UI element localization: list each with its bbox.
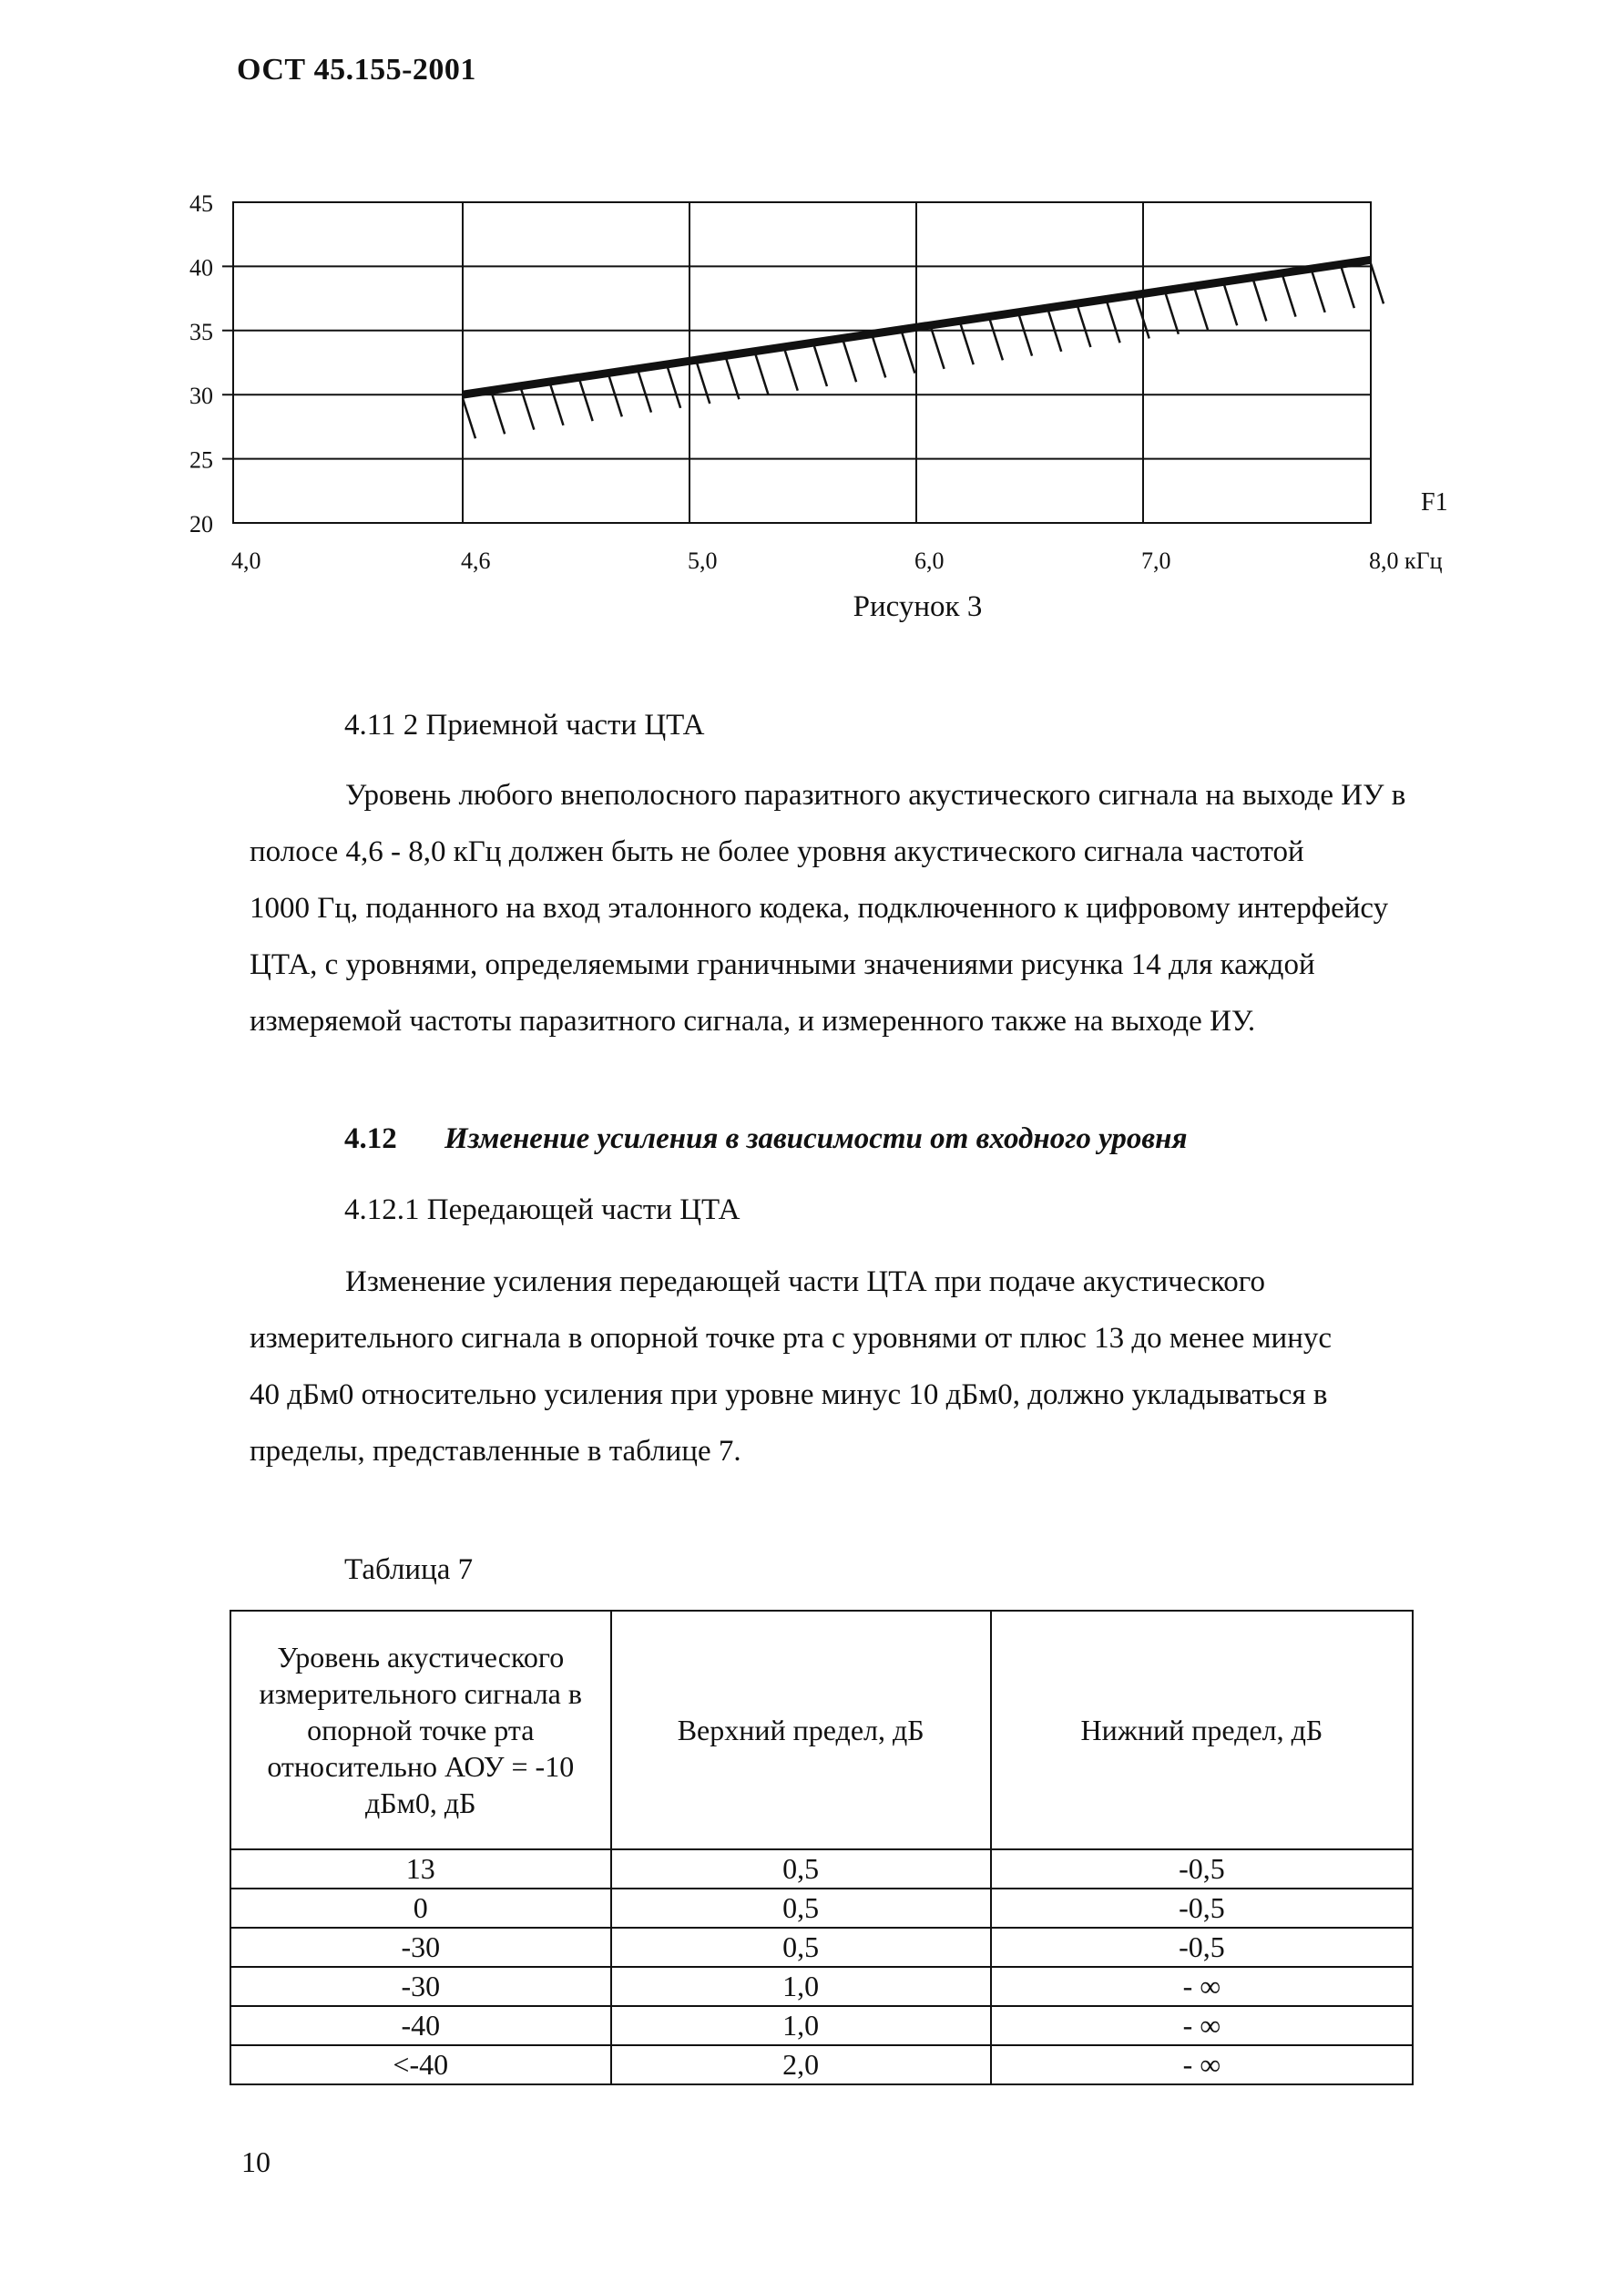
x-tick-label: 4,0 <box>231 548 261 574</box>
table-cell: -30 <box>230 1928 611 1967</box>
table-cell: <-40 <box>230 2045 611 2084</box>
table-cell: -0,5 <box>991 1928 1413 1967</box>
hatch-mark <box>932 329 945 369</box>
hatch-mark <box>843 342 856 382</box>
hatch-mark <box>580 381 593 421</box>
hatch-mark <box>726 359 739 399</box>
hatch-mark <box>1371 263 1384 303</box>
table-cell: 2,0 <box>611 2045 991 2084</box>
hatch-mark <box>1283 277 1296 317</box>
y-tick-label: 25 <box>189 446 213 474</box>
frequency-limit-chart <box>0 0 1624 638</box>
page-number: 10 <box>241 2145 271 2178</box>
hatch-mark <box>785 351 798 391</box>
column-header-level: Уровень акустического измерительного сигнала в опорной точке рта относительно АОУ = -10 дБм0, дБ <box>230 1611 611 1849</box>
x-tick-label: 7,0 <box>1141 548 1171 574</box>
table-cell: 1,0 <box>611 2006 991 2045</box>
y-tick-label: 45 <box>189 190 213 217</box>
table-cell: 13 <box>230 1849 611 1889</box>
hatch-mark <box>550 385 563 425</box>
hatch-mark <box>1253 281 1266 321</box>
section-number: 4.12 <box>344 1122 397 1155</box>
subsection-heading-4-11-2: 4.11 2 Приемной части ЦТА <box>344 709 705 742</box>
paragraph-line: 1000 Гц, поданного на вход эталонного кодека, подключенного к цифровому интерфейсу <box>250 892 1389 925</box>
column-header-upper-limit: Верхний предел, дБ <box>611 1611 991 1849</box>
y-tick-label: 40 <box>189 254 213 282</box>
document-id: ОСТ 45.155-2001 <box>237 53 476 87</box>
hatch-mark <box>492 394 505 434</box>
table-cell: -30 <box>230 1967 611 2006</box>
x-tick-label: 5,0 <box>688 548 718 574</box>
table-cell: -0,5 <box>991 1889 1413 1928</box>
hatch-mark <box>521 390 534 430</box>
paragraph-line: измерительного сигнала в опорной точке рта с уровнями от плюс 13 до менее минус <box>250 1322 1333 1355</box>
x-tick-label: 6,0 <box>914 548 945 574</box>
hatch-mark <box>638 373 651 413</box>
x-tick-label: 8,0 кГц <box>1369 548 1443 574</box>
paragraph-line: Изменение усиления передающей части ЦТА при подаче акустического <box>345 1265 1265 1298</box>
figure-caption: Рисунок 3 <box>853 590 983 623</box>
table-cell: 0 <box>230 1889 611 1928</box>
hatch-mark <box>902 333 914 374</box>
paragraph-line: пределы, представленные в таблице 7. <box>250 1435 741 1468</box>
hatch-mark <box>814 346 827 386</box>
table-7 <box>230 1610 1414 2085</box>
paragraph-line: измеряемой частоты паразитного сигнала, и измеренного также на выходе ИУ. <box>250 1005 1256 1038</box>
hatch-mark <box>756 355 769 395</box>
table-cell: 0,5 <box>611 1928 991 1967</box>
table-cell: - ∞ <box>991 2045 1413 2084</box>
paragraph-line: Уровень любого внеполосного паразитного акустического сигнала на выходе ИУ в <box>345 779 1406 812</box>
column-header-lower-limit: Нижний предел, дБ <box>991 1611 1413 1849</box>
hatch-mark <box>697 363 710 404</box>
hatch-mark <box>1312 272 1325 312</box>
hatch-mark <box>668 368 680 408</box>
hatch-mark <box>1108 302 1120 343</box>
hatch-mark <box>609 376 622 416</box>
hatch-mark <box>463 398 475 438</box>
hatch-mark <box>1195 290 1208 330</box>
table-row <box>230 1967 1413 2006</box>
table-cell: - ∞ <box>991 2006 1413 2045</box>
subsection-heading-4-12-1: 4.12.1 Передающей части ЦТА <box>344 1193 741 1226</box>
hatch-mark <box>1224 285 1237 325</box>
table-caption: Таблица 7 <box>344 1553 474 1586</box>
hatch-mark <box>1048 312 1061 352</box>
hatch-mark <box>1078 307 1090 347</box>
hatch-mark <box>873 337 885 377</box>
y-tick-label: 35 <box>189 318 213 345</box>
paragraph-4-11-2 <box>250 767 1507 1049</box>
curve-label-f1: F1 <box>1421 488 1448 517</box>
table-cell: 1,0 <box>611 1967 991 2006</box>
table-row <box>230 1889 1413 1928</box>
y-tick-label: 20 <box>189 511 213 537</box>
plot-frame <box>233 202 1371 523</box>
table-row <box>230 1928 1413 1967</box>
table-row <box>230 1849 1413 1889</box>
table-cell: - ∞ <box>991 1967 1413 2006</box>
table-row <box>230 2045 1413 2084</box>
section-heading-4-12 <box>344 1122 1187 1156</box>
table-cell: -0,5 <box>991 1849 1413 1889</box>
x-tick-label: 4,6 <box>461 548 491 574</box>
table-header-row <box>230 1611 1413 1849</box>
table-cell: 0,5 <box>611 1849 991 1889</box>
paragraph-4-12-1 <box>250 1254 1507 1479</box>
table-cell: -40 <box>230 2006 611 2045</box>
hatch-mark <box>1019 316 1032 356</box>
paragraph-line: ЦТА, с уровнями, определяемыми граничными значениями рисунка 14 для каждой <box>250 948 1315 981</box>
table-cell: 0,5 <box>611 1889 991 1928</box>
hatch-mark <box>1342 268 1354 308</box>
table-row <box>230 2006 1413 2045</box>
hatch-mark <box>990 320 1003 360</box>
y-tick-label: 30 <box>189 383 213 410</box>
paragraph-line: полосе 4,6 - 8,0 кГц должен быть не более уровня акустического сигнала частотой <box>250 835 1304 868</box>
hatch-mark <box>1166 294 1179 334</box>
paragraph-line: 40 дБм0 относительно усиления при уровне минус 10 дБм0, должно укладываться в <box>250 1378 1328 1411</box>
section-title: Изменение усиления в зависимости от входного уровня <box>444 1122 1188 1155</box>
